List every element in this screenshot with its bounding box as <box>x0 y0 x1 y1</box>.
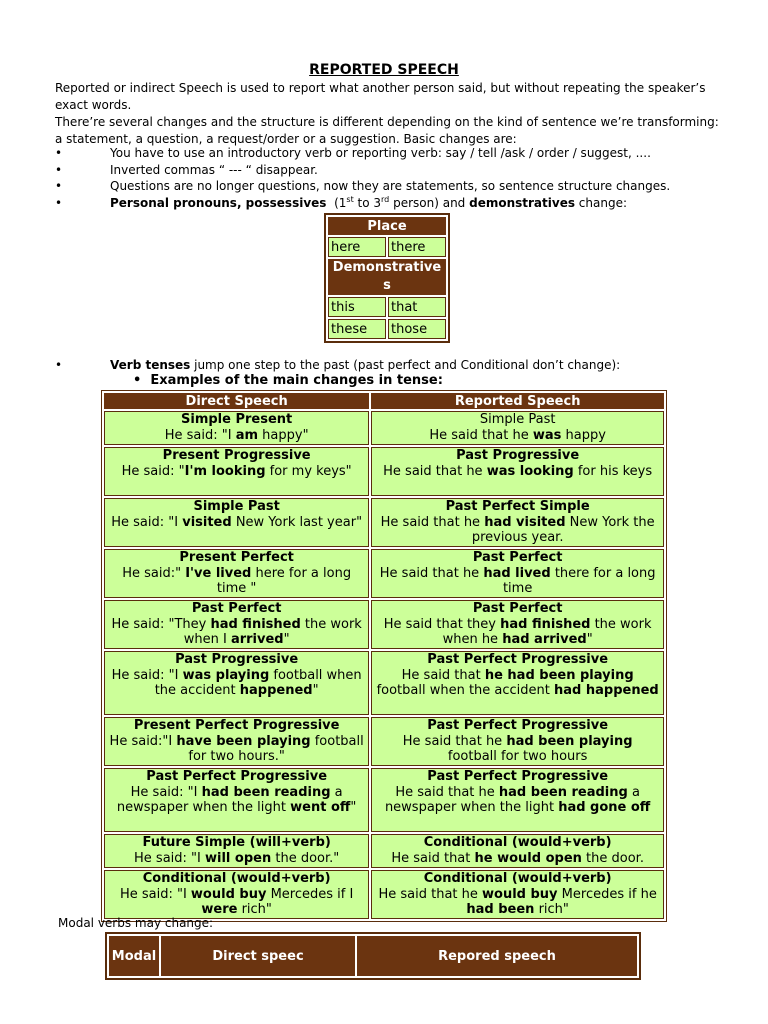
table-row: Future Simple (will+verb) He said: "I will open the door." Conditional (would+verb) He said that he would open the door. <box>104 834 664 868</box>
bullet-icon: • <box>133 373 151 388</box>
intro-paragraph-1: Reported or indirect Speech is used to report what another person said, but without repeating the speaker’s exact words. <box>55 81 706 112</box>
table-cell: here <box>328 237 386 257</box>
column-header-direct: Direct Speech <box>104 393 369 409</box>
place-demonstratives-table <box>324 213 450 343</box>
place-header: Place <box>328 217 446 235</box>
tense-changes-table <box>101 390 667 922</box>
bullet-icon: • <box>55 146 63 160</box>
table-cell: those <box>388 319 446 339</box>
column-header-reported: Reported Speech <box>371 393 664 409</box>
table-row: Present Progressive He said: "I'm looking for my keys" Past Progressive He said that he was looking for his keys <box>104 447 664 496</box>
modal-verbs-note: Modal verbs may change: <box>58 916 214 930</box>
intro-paragraph-2: There’re several changes and the structure is different depending on the kind of sentence we’re transforming: a statement, a question, a request/order or a suggestion. Basic changes are: <box>55 115 719 146</box>
table-row: Present Perfect He said:" I've lived here for a long time " Past Perfect He said that he had lived there for a long time <box>104 549 664 598</box>
bullet-icon: • <box>55 179 63 193</box>
examples-heading: • Examples of the main changes in tense: <box>133 373 443 388</box>
list-item: • Questions are no longer questions, now they are statements, so sentence structure changes. <box>55 179 671 193</box>
column-header-direct: Direct speec <box>161 936 355 976</box>
column-header-modal: Modal <box>109 936 159 976</box>
table-cell: that <box>388 297 446 317</box>
table-cell: there <box>388 237 446 257</box>
bullet-icon: • <box>55 162 63 177</box>
table-row: Conditional (would+verb) He said: "I would buy Mercedes if I were rich" Conditional (would+verb) He said that he would buy Mercedes if he had been rich" <box>104 870 664 919</box>
table-row: Past Perfect He said: "They had finished the work when I arrived" Past Perfect He said that they had finished the work when he had arrived" <box>104 600 664 649</box>
list-item: • Personal pronouns, possessives (1st to 3rd person) and demonstratives change: <box>55 194 628 210</box>
table-row: Simple Past He said: "I visited New York last year" Past Perfect Simple He said that he had visited New York the previous year. <box>104 498 664 547</box>
table-cell: this <box>328 297 386 317</box>
list-item: • You have to use an introductory verb or reporting verb: say / tell /ask / order / suggest, .... <box>55 146 651 160</box>
modal-verbs-table <box>105 932 641 980</box>
list-item: • Inverted commas “ --- “ disappear. <box>55 162 318 177</box>
demonstratives-header: Demonstratives <box>328 259 446 295</box>
table-row: Present Perfect Progressive He said:"I have been playing football for two hours." Past Perfect Progressive He said that he had been playing football for two hours <box>104 717 664 766</box>
table-row: Simple Present He said: "I am happy" Simple Past He said that he was happy <box>104 411 664 445</box>
bullet-icon: • <box>55 358 63 372</box>
table-row: Past Progressive He said: "I was playing football when the accident happened" Past Perfect Progressive He said that he had been playing football when the accident had happened <box>104 651 664 715</box>
column-header-reported: Repored speech <box>357 936 637 976</box>
page-title: REPORTED SPEECH <box>309 62 459 78</box>
table-cell: these <box>328 319 386 339</box>
basic-changes-list <box>55 146 735 212</box>
table-row: Past Perfect Progressive He said: "I had been reading a newspaper when the light went off" Past Perfect Progressive He said that he had been reading a newspaper when the light had gone off <box>104 768 664 832</box>
bullet-icon: • <box>55 195 63 210</box>
